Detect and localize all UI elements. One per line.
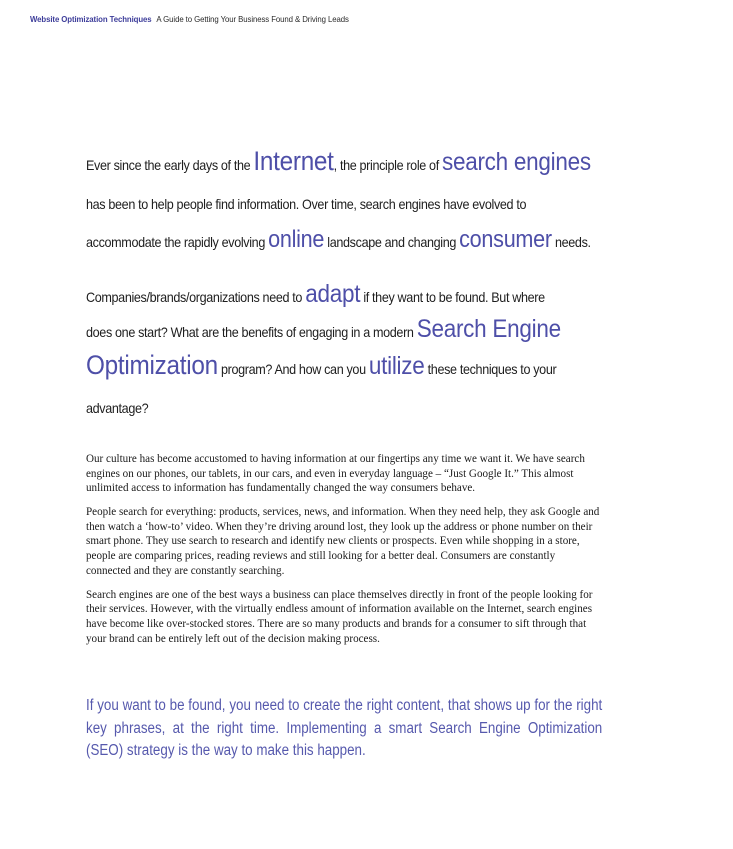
keyword-adapt: adapt [305,280,361,308]
body-paragraph-2: People search for everything: products, services, news, and information. When they need help, they ask Google and then watch a ‘how-to’ video. When they’re driving around lost, they look up the address or phone number on their smart phone. They use search to research and identify new clients or prospects. Even while shopping in a store, people are comparing prices, reading reviews and still looking for a better deal. Consumers are constantly connected and they are constantly searching. [86,506,600,577]
intro-text: needs. [551,234,591,250]
keyword-search-engines: search engines [441,148,591,176]
intro-text: does one start? What are the benefits of engaging in a modern [86,324,417,340]
intro-text: if they want to be found. But where [360,289,545,305]
intro-text: accommodate the rapidly evolving [86,234,269,250]
callout-quote: If you want to be found, you need to create the right content, that shows up for the right key phrases, at the right time. Implementing a smart Search Engine Optimization (SEO) strategy is the way to make this happen. [86,697,603,759]
intro-line-5 [86,315,561,344]
keyword-search-engine: Search Engine [416,315,561,343]
header-subtitle: A Guide to Getting Your Business Found & Driving Leads [156,14,349,24]
keyword-consumer: consumer [459,226,552,253]
intro-line-3 [86,226,591,254]
body-paragraph-3: Search engines are one of the best ways a business can place themselves directly in front of the people looking for their services. However, with the virtually endless amount of information available on the Internet, search engines have become like over-stocked stores. There are so many products and brands for a consumer to sift through that your brand can be entirely left out of the decision making process. [86,588,593,645]
intro-text: has been to help people find information. Over time, search engines have evolved to [86,196,527,212]
keyword-utilize: utilize [368,352,425,380]
intro-line-4 [86,280,545,309]
body-text [86,452,602,656]
header-brand: Website Optimization Techniques [30,14,152,24]
intro-line-1 [86,146,591,177]
intro-text: advantage? [86,400,149,416]
intro-text: these techniques to your [424,361,557,377]
intro-text: program? And how can you [217,361,369,377]
intro-line-6 [86,350,556,381]
intro-text: Ever since the early days of the [86,157,254,173]
keyword-internet: Internet [253,146,334,176]
intro-line-2 [86,196,526,212]
intro-text: landscape and changing [324,234,460,250]
intro-line-7 [86,400,148,416]
keyword-online: online [268,226,325,253]
keyword-optimization: Optimization [86,350,218,380]
intro-text: , the principle role of [333,157,442,173]
running-header [30,14,349,24]
intro-text: Companies/brands/organizations need to [86,289,306,305]
body-paragraph-1: Our culture has become accustomed to having information at our fingertips any time we want it. We have search engines on our phones, our tablets, in our cars, and even in everyday language – “Just Google It.” This almost unlimited access to information has fundamentally changed the way consumers behave. [86,453,585,495]
